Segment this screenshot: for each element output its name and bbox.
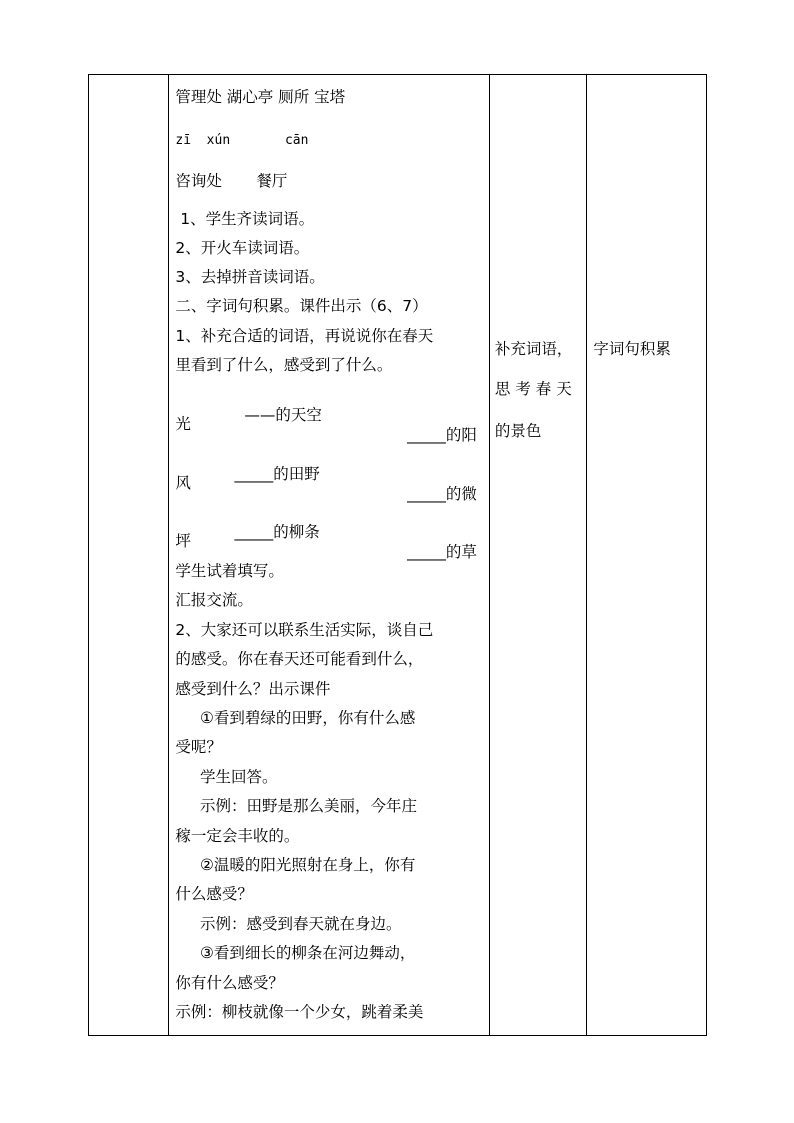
text-line: 3、去掉拼音读词语。 — [175, 268, 325, 286]
fill-blank-left: _____的田野 — [234, 465, 320, 483]
text-line: 什么感受？ — [175, 885, 253, 903]
lesson-plan-table — [88, 74, 707, 1036]
text-line: 坪 — [175, 532, 191, 550]
text-line: 字词句积累 — [593, 340, 671, 358]
text-line: ③看到细长的柳条在河边舞动， — [175, 944, 416, 962]
text-line: 1、补充合适的词语，再说说你在春天 — [175, 327, 434, 345]
fill-blank-right: _____的草 — [407, 543, 477, 561]
text-line: 的景色 — [494, 422, 542, 440]
text-line: 咨询处 餐厅 — [175, 172, 288, 190]
text-line: 里看到了什么，感受到了什么。 — [175, 356, 393, 374]
text-line: 1、学生齐读词语。 — [175, 210, 315, 228]
text-line: 光 — [175, 415, 191, 433]
text-line: 汇报交流。 — [175, 591, 253, 609]
student-activity-cell — [489, 75, 586, 1036]
teaching-process-cell — [169, 75, 490, 1036]
fill-blank-left: _____的柳条 — [234, 523, 320, 541]
pinyin-line: zī xún cān — [175, 133, 309, 148]
text-line: 学生试着填写。 — [175, 562, 284, 580]
text-line: 示例：柳枝就像一个少女，跳着柔美 — [175, 1003, 424, 1021]
text-line: 管理处 湖心亭 厕所 宝塔 — [175, 88, 346, 106]
blank-cell — [89, 75, 169, 1036]
text-line: 的感受。你在春天还可能看到什么， — [175, 650, 424, 668]
text-line: 感受到什么？出示课件 — [175, 680, 331, 698]
table-row — [89, 75, 707, 1036]
text-line: 2、开火车读词语。 — [175, 239, 310, 257]
fill-blank-left: ——的天空 — [234, 406, 322, 424]
text-line: 受呢？ — [175, 738, 222, 756]
text-line: 补充词语， — [494, 340, 573, 358]
text-line: 2、大家还可以联系生活实际，谈自己 — [175, 621, 434, 639]
text-line: ①看到碧绿的田野，你有什么感 — [175, 709, 416, 727]
text-line: 你有什么感受？ — [175, 974, 284, 992]
text-line: 学生回答。 — [175, 768, 278, 786]
fill-blank-right: _____的微 — [407, 485, 477, 503]
text-line: 示例：田野是那么美丽，今年庄 — [175, 797, 418, 815]
text-line: 稼一定会丰收的。 — [175, 827, 300, 845]
text-line: 风 — [175, 474, 191, 492]
fill-blank-right: _____的阳 — [407, 426, 477, 444]
design-intent-cell — [587, 75, 707, 1036]
text-line: 二、字词句积累。课件出示（6、7） — [175, 297, 428, 315]
text-line: 思 考 春 天 — [494, 380, 572, 398]
text-line: ②温暖的阳光照射在身上，你有 — [175, 856, 416, 874]
text-line: 示例：感受到春天就在身边。 — [175, 915, 402, 933]
